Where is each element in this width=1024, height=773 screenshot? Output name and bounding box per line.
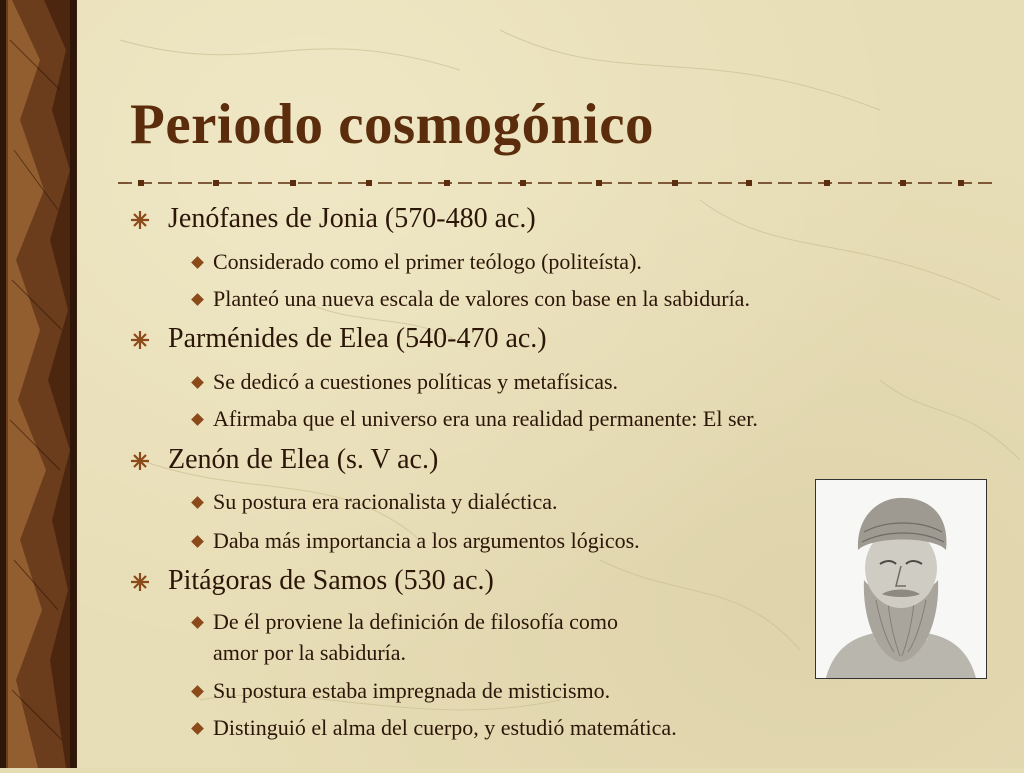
section-point: Daba más importancia a los argumentos lógicos. <box>213 528 640 553</box>
dashed-divider-icon <box>118 177 998 189</box>
section-heading: Jenófanes de Jonia (570-480 ac.) <box>168 203 536 234</box>
pythagoras-bust-image <box>815 479 987 679</box>
section-point: Su postura estaba impregnada de misticismo. <box>213 678 611 703</box>
star-bullet-icon <box>130 210 150 230</box>
section-point-continuation: amor por la sabiduría. <box>213 640 407 665</box>
section-point: Considerado como el primer teólogo (politeísta). <box>213 249 642 274</box>
section-point: Distinguió el alma del cuerpo, y estudió matemática. <box>213 715 677 740</box>
section-heading: Pitágoras de Samos (530 ac.) <box>168 565 494 596</box>
section-point: Planteó una nueva escala de valores con base en la sabiduría. <box>213 286 750 311</box>
bust-illustration <box>816 480 986 678</box>
section-point: Se dedicó a cuestiones políticas y metafísicas. <box>213 369 619 394</box>
section-point: Su postura era racionalista y dialéctica. <box>213 489 558 514</box>
sidebar-pattern <box>0 0 76 768</box>
star-bullet-icon <box>130 451 150 471</box>
decorative-sidebar <box>0 0 77 768</box>
section-point: De él proviene la definición de filosofía como <box>213 609 619 634</box>
star-bullet-icon <box>130 572 150 592</box>
section-heading: Parménides de Elea (540-470 ac.) <box>168 323 547 354</box>
star-bullet-icon <box>130 330 150 350</box>
section-point: Afirmaba que el universo era una realidad permanente: El ser. <box>213 406 758 431</box>
section-heading: Zenón de Elea (s. V ac.) <box>168 444 439 475</box>
slide-title: Periodo cosmogónico <box>130 93 655 156</box>
